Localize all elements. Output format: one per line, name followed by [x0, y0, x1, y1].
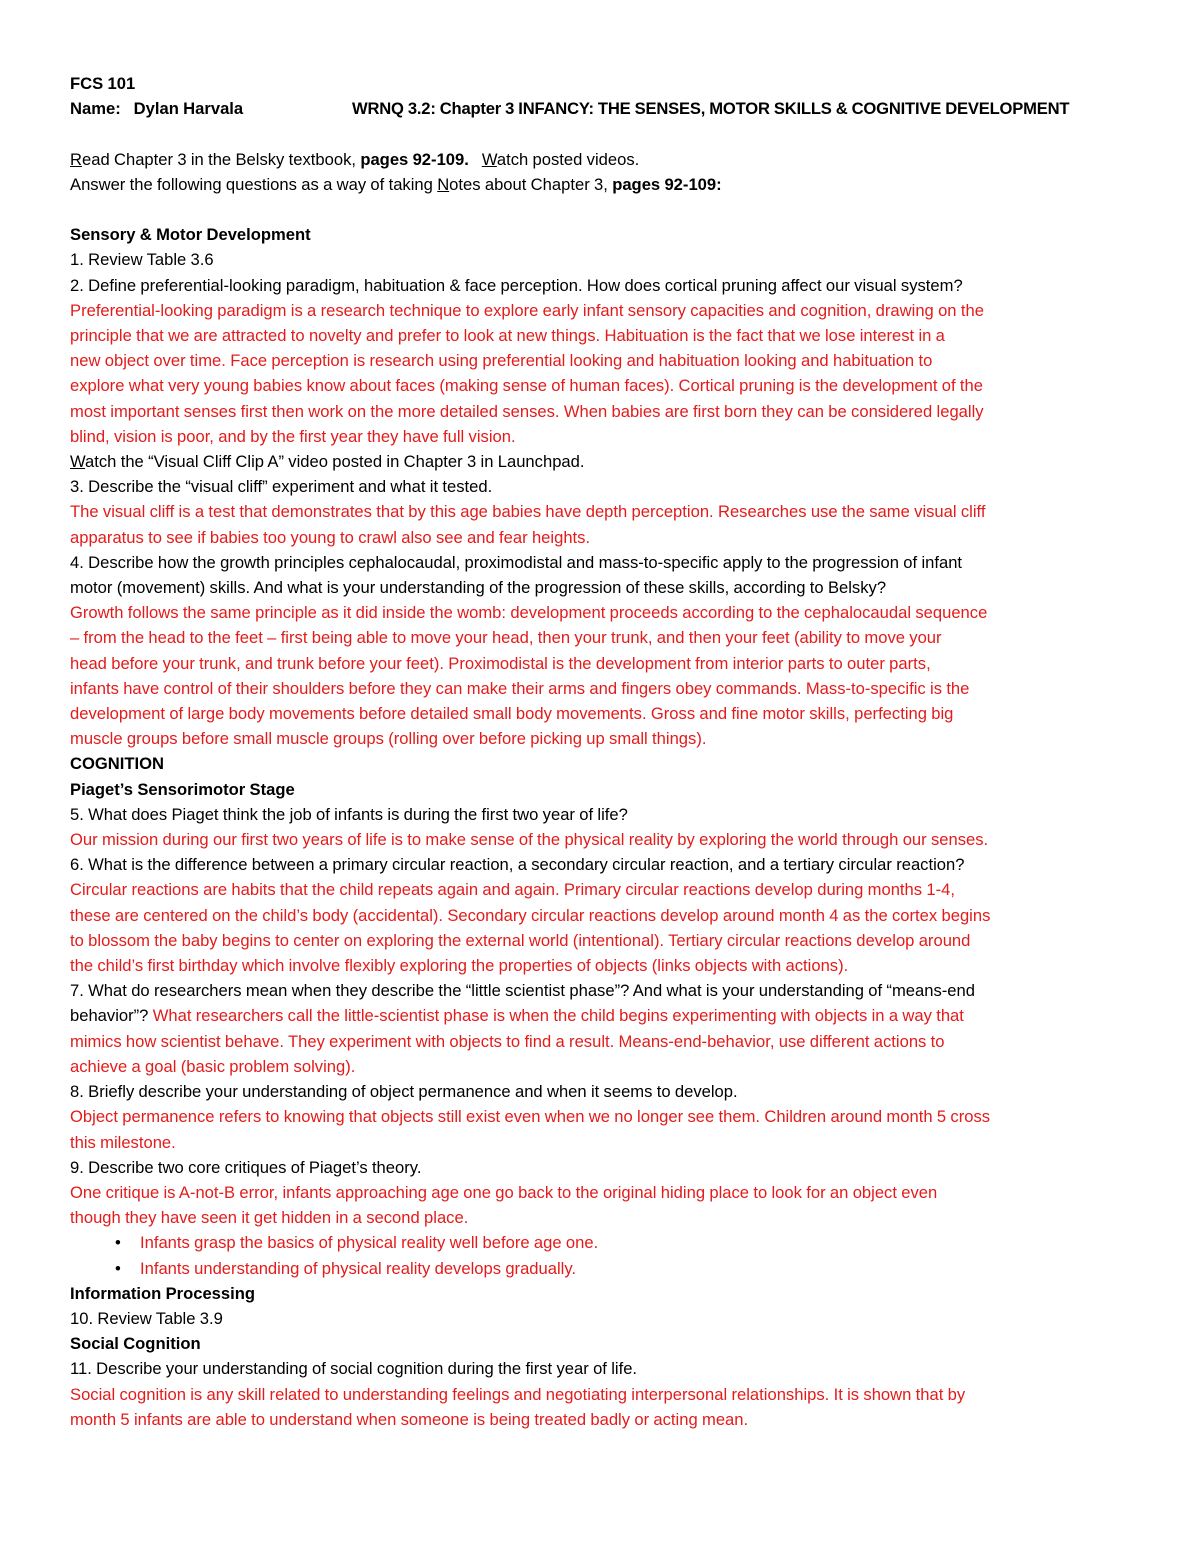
answer-line: Circular reactions are habits that the child repeats again and again. Primary circular reactions develop during months 1-4, — [70, 880, 955, 900]
watch-text: atch posted videos. — [496, 149, 640, 169]
bullet-icon: • — [115, 1258, 121, 1278]
question-9: 9. Describe two core critiques of Piaget’s theory. — [70, 1157, 422, 1177]
read-instruction — [70, 147, 1140, 172]
question-11: 11. Describe your understanding of social cognition during the first year of life. — [70, 1359, 638, 1379]
answer-line: the child’s first birthday which involve flexibly exploring the properties of objects (links objects with actions). — [70, 956, 849, 976]
answer-6 — [70, 877, 1140, 978]
watch-clip-letter: W — [70, 452, 86, 472]
answer-line: One critique is A-not-B error, infants approaching age one go back to the original hiding place to look for an object even — [70, 1182, 938, 1202]
name-label: Name: — [70, 99, 121, 119]
answer-2 — [70, 298, 1140, 449]
question-line: 4. Describe how the growth principles cephalocaudal, proximodistal and mass-to-specific apply to the progression of infant — [70, 552, 963, 572]
watch-letter: W — [481, 149, 497, 169]
answer-7-start: What researchers call the little-scientist phase is when the child begins experimenting with objects in a way that — [152, 1006, 964, 1026]
answer-line: Growth follows the same principle as it did inside the womb: development proceeds according to the cephalocaudal sequence — [70, 603, 988, 623]
question-8: 8. Briefly describe your understanding of object permanence and when it seems to develop. — [70, 1082, 738, 1102]
answer-line: this milestone. — [70, 1132, 176, 1152]
question-2: 2. Define preferential-looking paradigm, habituation & face perception. How does cortical pruning affect our visual system? — [70, 275, 963, 295]
notes-text: otes about Chapter 3, — [449, 174, 613, 194]
answer-line: muscle groups before small muscle groups (rolling over before picking up small things). — [70, 729, 707, 749]
answer-line: apparatus to see if babies too young to crawl also see and fear heights. — [70, 527, 591, 547]
question-1: 1. Review Table 3.6 — [70, 250, 214, 270]
section-heading-sensory: Sensory & Motor Development — [70, 225, 311, 245]
notes-pages: pages 92-109 — [612, 174, 717, 194]
question-7-end: behavior”? — [70, 1006, 153, 1026]
answer-line: principle that we are attracted to novelty and prefer to look at new things. Habituation is the fact that we lose interest in a — [70, 326, 945, 345]
answer-line: Preferential-looking paradigm is a research technique to explore early infant sensory capacities and cognition, drawing on the — [70, 300, 984, 320]
answer-9 — [70, 1180, 1140, 1230]
answer-line: explore what very young babies know about faces (making sense of human faces). Cortical pruning is the development of the — [70, 376, 984, 396]
answer-11 — [70, 1382, 1140, 1432]
answer-4 — [70, 600, 1140, 751]
bullet-icon: • — [115, 1233, 121, 1253]
answer-3 — [70, 499, 1140, 549]
notes-letter: N — [437, 174, 450, 194]
answer-line: to blossom the baby begins to center on exploring the external world (intentional). Tertiary circular reactions develop around — [70, 930, 971, 950]
read-text: ead Chapter 3 in the Belsky textbook, — [81, 149, 361, 169]
answer-line: development of large body movements before detailed small body movements. Gross and fine motor skills, perfecting big — [70, 704, 954, 724]
question-line: motor (movement) skills. And what is your understanding of the progression of these skills, according to Belsky? — [70, 578, 887, 598]
answer-line: though they have seen it get hidden in a second place. — [70, 1208, 469, 1228]
watch-clip-text: atch the “Visual Cliff Clip A” video posted in Chapter 3 in Launchpad. — [85, 452, 585, 472]
answer-line: The visual cliff is a test that demonstrates that by this age babies have depth perception. Researches use the same visual cliff — [70, 502, 986, 522]
answer-line: month 5 infants are able to understand when someone is being treated badly or acting mean. — [70, 1409, 749, 1429]
answer-line: Social cognition is any skill related to understanding feelings and negotiating interpersonal relationships. It is shown that by — [70, 1384, 966, 1404]
document-body — [70, 71, 1140, 1432]
student-name: Dylan Harvala — [133, 99, 244, 119]
answer-line: new object over time. Face perception is research using preferential looking and habituation looking and habituation to — [70, 351, 933, 371]
student-name-field — [70, 96, 352, 121]
name-title-row — [70, 96, 1140, 121]
question-7: 7. What do researchers mean when they describe the “little scientist phase”? And what is your understanding of “means-end — [70, 981, 975, 1001]
list-item — [115, 1230, 1140, 1255]
answer-line: achieve a goal (basic problem solving). — [70, 1056, 356, 1076]
question-10: 10. Review Table 3.9 — [70, 1308, 223, 1328]
read-pages: pages 92-109. — [360, 149, 469, 169]
assignment-title: WRNQ 3.2: Chapter 3 INFANCY: THE SENSES, MOTOR SKILLS & COGNITIVE DEVELOPMENT — [352, 99, 1070, 119]
answer-7 — [70, 1029, 1140, 1079]
read-letter: R — [70, 149, 82, 169]
bullet-text: Infants understanding of physical reality develops gradually. — [140, 1258, 577, 1278]
bullet-text: Infants grasp the basics of physical reality well before age one. — [140, 1233, 599, 1253]
course-code: FCS 101 — [70, 74, 136, 93]
answer-line: these are centered on the child’s body (accidental). Secondary circular reactions develop around month 4 as the cortex begins — [70, 905, 991, 925]
subheading-piaget: Piaget’s Sensorimotor Stage — [70, 779, 295, 799]
section-heading-social-cognition: Social Cognition — [70, 1334, 201, 1354]
spacer — [70, 121, 1140, 146]
question-3: 3. Describe the “visual cliff” experiment and what it tested. — [70, 477, 493, 497]
answer-line: infants have control of their shoulders before they can make their arms and fingers obey commands. Mass-to-specific is the — [70, 678, 970, 698]
section-heading-cognition: COGNITION — [70, 754, 165, 774]
answer-9-bullet-list — [70, 1230, 1140, 1280]
watch-clip-instruction — [70, 449, 1140, 474]
answer-line: blind, vision is poor, and by the first year they have full vision. — [70, 426, 516, 446]
answer-line: mimics how scientist behave. They experiment with objects to find a result. Means-end-behavior, use different actions to — [70, 1031, 945, 1051]
answer-line: head before your trunk, and trunk before your feet). Proximodistal is the development from interior parts to outer parts, — [70, 653, 931, 673]
spacer — [70, 197, 1140, 222]
notes-suffix: : — [716, 174, 722, 194]
notes-prefix: Answer the following questions as a way of taking — [70, 174, 438, 194]
question-4 — [70, 550, 1140, 600]
answer-line: – from the head to the feet – first being able to move your head, then your trunk, and then your feet (ability to move your — [70, 628, 942, 648]
question-7-answer-start — [70, 1003, 1140, 1028]
list-item — [115, 1256, 1140, 1281]
question-5: 5. What does Piaget think the job of infants is during the first two year of life? — [70, 804, 628, 824]
section-heading-information-processing: Information Processing — [70, 1283, 256, 1303]
notes-instruction — [70, 172, 1140, 197]
answer-line: Object permanence refers to knowing that objects still exist even when we no longer see them. Children around month 5 cross — [70, 1107, 991, 1127]
question-6: 6. What is the difference between a primary circular reaction, a secondary circular reaction, and a tertiary circular reaction? — [70, 855, 965, 875]
answer-8 — [70, 1104, 1140, 1154]
answer-line: most important senses first then work on the more detailed senses. When babies are first born they can be considered legally — [70, 401, 984, 421]
answer-5: Our mission during our first two years of life is to make sense of the physical reality by exploring the world through our senses. — [70, 830, 989, 850]
